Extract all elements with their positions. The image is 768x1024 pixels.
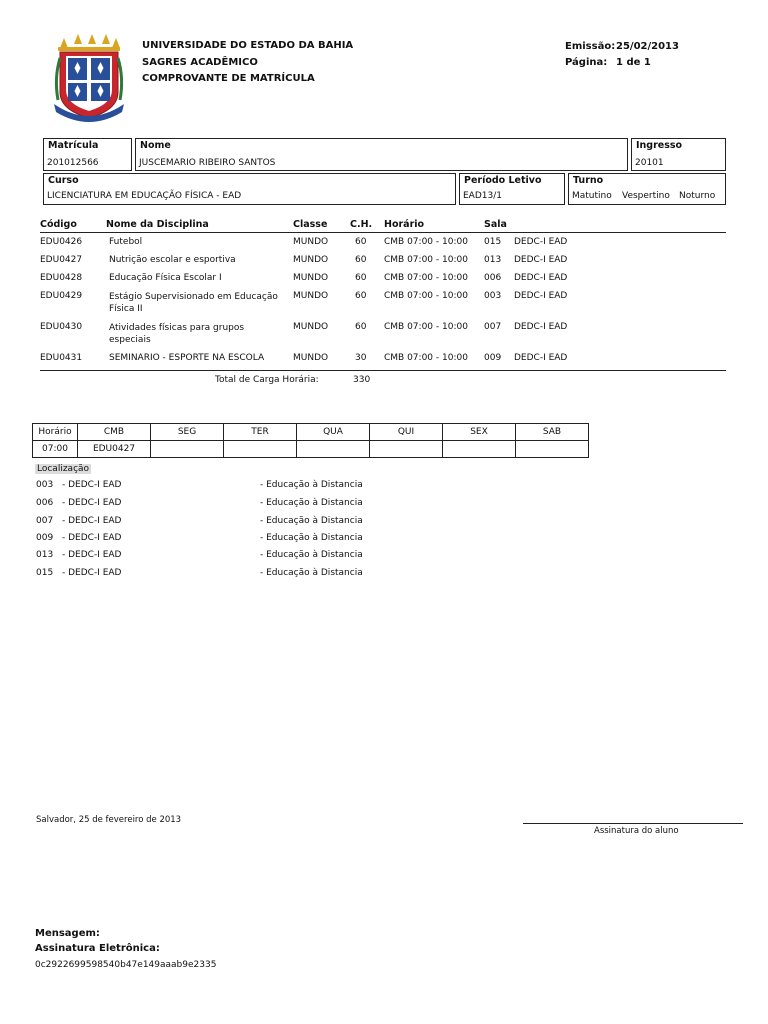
loc-desc: - Educação à Distancia bbox=[260, 498, 363, 508]
matricula-value: 201012566 bbox=[47, 158, 99, 168]
grid-cell-sab bbox=[516, 441, 589, 458]
row-nome: Atividades físicas para grupos especiais bbox=[109, 323, 245, 345]
university-name: UNIVERSIDADE DO ESTADO DA BAHIA bbox=[142, 40, 354, 51]
document-title: COMPROVANTE DE MATRÍCULA bbox=[142, 73, 315, 84]
col-header-horario: Horário bbox=[384, 219, 425, 230]
col-header-classe: Classe bbox=[293, 219, 328, 230]
ingresso-label: Ingresso bbox=[636, 140, 683, 151]
total-ch-value: 330 bbox=[353, 375, 371, 385]
curso-label: Curso bbox=[48, 175, 79, 186]
row-horario: CMB 07:00 - 10:00 bbox=[384, 273, 468, 283]
nome-value: JUSCEMARIO RIBEIRO SANTOS bbox=[139, 158, 276, 168]
grid-cell-cmb: EDU0427 bbox=[78, 441, 151, 458]
total-ch-label: Total de Carga Horária: bbox=[215, 375, 319, 385]
table-bottom-rule bbox=[40, 370, 726, 371]
col-header-sala: Sala bbox=[484, 219, 507, 230]
ingresso-value: 20101 bbox=[635, 158, 664, 168]
row-classe: MUNDO bbox=[293, 353, 329, 363]
grid-header-horario: Horário bbox=[33, 424, 78, 441]
loc-local: - DEDC-I EAD bbox=[62, 533, 122, 543]
loc-sala: 013 bbox=[36, 550, 54, 560]
row-classe: MUNDO bbox=[293, 255, 329, 265]
row-horario: CMB 07:00 - 10:00 bbox=[384, 237, 468, 247]
periodo-value: EAD13/1 bbox=[463, 191, 502, 201]
grid-cell-qui bbox=[370, 441, 443, 458]
signature-label: Assinatura do aluno bbox=[594, 826, 679, 836]
weekly-schedule-grid bbox=[32, 423, 589, 458]
row-ch: 60 bbox=[355, 322, 367, 332]
row-horario: CMB 07:00 - 10:00 bbox=[384, 255, 468, 265]
page-number: 1 de 1 bbox=[616, 57, 651, 68]
row-ch: 60 bbox=[355, 291, 367, 301]
row-horario: CMB 07:00 - 10:00 bbox=[384, 322, 468, 332]
row-horario: CMB 07:00 - 10:00 bbox=[384, 353, 468, 363]
nome-box bbox=[135, 138, 628, 171]
row-nome: Estágio Supervisionado em Educação Física II bbox=[109, 292, 278, 314]
grid-cell-ter bbox=[224, 441, 297, 458]
matricula-label: Matrícula bbox=[48, 140, 99, 151]
row-nome: Nutrição escolar e esportiva bbox=[109, 255, 236, 265]
localizacao-badge: Localização bbox=[37, 464, 90, 474]
row-sala: 003 bbox=[484, 291, 502, 301]
row-local: DEDC-I EAD bbox=[514, 255, 568, 265]
row-sala: 013 bbox=[484, 255, 502, 265]
row-classe: MUNDO bbox=[293, 322, 329, 332]
periodo-label: Período Letivo bbox=[464, 175, 542, 186]
row-codigo: EDU0428 bbox=[40, 273, 83, 283]
mensagem-label: Mensagem: bbox=[35, 928, 100, 939]
turno-option-matutino: Matutino bbox=[572, 191, 612, 201]
row-classe: MUNDO bbox=[293, 273, 329, 283]
row-sala: 015 bbox=[484, 237, 502, 247]
loc-local: - DEDC-I EAD bbox=[62, 516, 122, 526]
emission-date: 25/02/2013 bbox=[616, 41, 679, 52]
loc-desc: - Educação à Distancia bbox=[260, 533, 363, 543]
grid-cell-seg bbox=[151, 441, 224, 458]
uneb-crest-logo bbox=[48, 34, 130, 126]
row-local: DEDC-I EAD bbox=[514, 237, 568, 247]
loc-sala: 007 bbox=[36, 516, 54, 526]
grid-cell-sex bbox=[443, 441, 516, 458]
grid-header-sex: SEX bbox=[443, 424, 516, 441]
row-nome: Futebol bbox=[109, 237, 143, 247]
loc-local: - DEDC-I EAD bbox=[62, 498, 122, 508]
page-label: Página: bbox=[565, 57, 608, 68]
row-classe: MUNDO bbox=[293, 237, 329, 247]
electronic-signature-hash: 0c2922699598540b47e149aaab9e2335 bbox=[35, 960, 217, 970]
loc-desc: - Educação à Distancia bbox=[260, 516, 363, 526]
row-nome: SEMINARIO - ESPORTE NA ESCOLA bbox=[109, 353, 265, 363]
loc-desc: - Educação à Distancia bbox=[260, 568, 363, 578]
loc-sala: 009 bbox=[36, 533, 54, 543]
row-codigo: EDU0426 bbox=[40, 237, 83, 247]
loc-desc: - Educação à Distancia bbox=[260, 480, 363, 490]
row-sala: 009 bbox=[484, 353, 502, 363]
row-local: DEDC-I EAD bbox=[514, 291, 568, 301]
signature-line bbox=[523, 823, 743, 824]
curso-value: LICENCIATURA EM EDUCAÇÃO FÍSICA - EAD bbox=[47, 191, 242, 201]
col-header-codigo: Código bbox=[40, 219, 77, 230]
turno-option-noturno: Noturno bbox=[679, 191, 716, 201]
row-classe: MUNDO bbox=[293, 291, 329, 301]
row-local: DEDC-I EAD bbox=[514, 353, 568, 363]
grid-header-cmb: CMB bbox=[78, 424, 151, 441]
header-rule bbox=[40, 232, 726, 233]
loc-sala: 003 bbox=[36, 480, 54, 490]
matricula-box bbox=[43, 138, 132, 171]
nome-label: Nome bbox=[140, 140, 171, 151]
row-codigo: EDU0430 bbox=[40, 322, 83, 332]
loc-sala: 006 bbox=[36, 498, 54, 508]
row-sala: 006 bbox=[484, 273, 502, 283]
grid-cell-qua bbox=[297, 441, 370, 458]
loc-local: - DEDC-I EAD bbox=[62, 480, 122, 490]
loc-desc: - Educação à Distancia bbox=[260, 550, 363, 560]
grid-header-sab: SAB bbox=[516, 424, 589, 441]
row-sala: 007 bbox=[484, 322, 502, 332]
turno-label: Turno bbox=[573, 175, 604, 186]
row-ch: 60 bbox=[355, 237, 367, 247]
row-local: DEDC-I EAD bbox=[514, 322, 568, 332]
loc-local: - DEDC-I EAD bbox=[62, 550, 122, 560]
curso-box bbox=[43, 173, 456, 205]
row-horario: CMB 07:00 - 10:00 bbox=[384, 291, 468, 301]
emission-label: Emissão: bbox=[565, 41, 616, 52]
loc-sala: 015 bbox=[36, 568, 54, 578]
row-local: DEDC-I EAD bbox=[514, 273, 568, 283]
col-header-ch: C.H. bbox=[350, 219, 373, 230]
place-date: Salvador, 25 de fevereiro de 2013 bbox=[36, 815, 182, 825]
col-header-nome: Nome da Disciplina bbox=[106, 219, 209, 230]
turno-box bbox=[568, 173, 726, 205]
row-ch: 60 bbox=[355, 255, 367, 265]
grid-cell-time: 07:00 bbox=[33, 441, 78, 458]
turno-option-vespertino: Vespertino bbox=[622, 191, 670, 201]
grid-header-seg: SEG bbox=[151, 424, 224, 441]
row-codigo: EDU0429 bbox=[40, 291, 83, 301]
row-ch: 60 bbox=[355, 273, 367, 283]
grid-header-ter: TER bbox=[224, 424, 297, 441]
ingresso-box bbox=[631, 138, 726, 171]
row-ch: 30 bbox=[355, 353, 367, 363]
row-nome: Educação Física Escolar I bbox=[109, 273, 222, 283]
row-codigo: EDU0427 bbox=[40, 255, 83, 265]
grid-header-qua: QUA bbox=[297, 424, 370, 441]
periodo-box bbox=[459, 173, 565, 205]
assinatura-eletronica-label: Assinatura Eletrônica: bbox=[35, 943, 160, 954]
loc-local: - DEDC-I EAD bbox=[62, 568, 122, 578]
localizacao-label bbox=[35, 464, 91, 474]
system-name: SAGRES ACADÊMICO bbox=[142, 57, 258, 68]
row-codigo: EDU0431 bbox=[40, 353, 83, 363]
grid-header-qui: QUI bbox=[370, 424, 443, 441]
